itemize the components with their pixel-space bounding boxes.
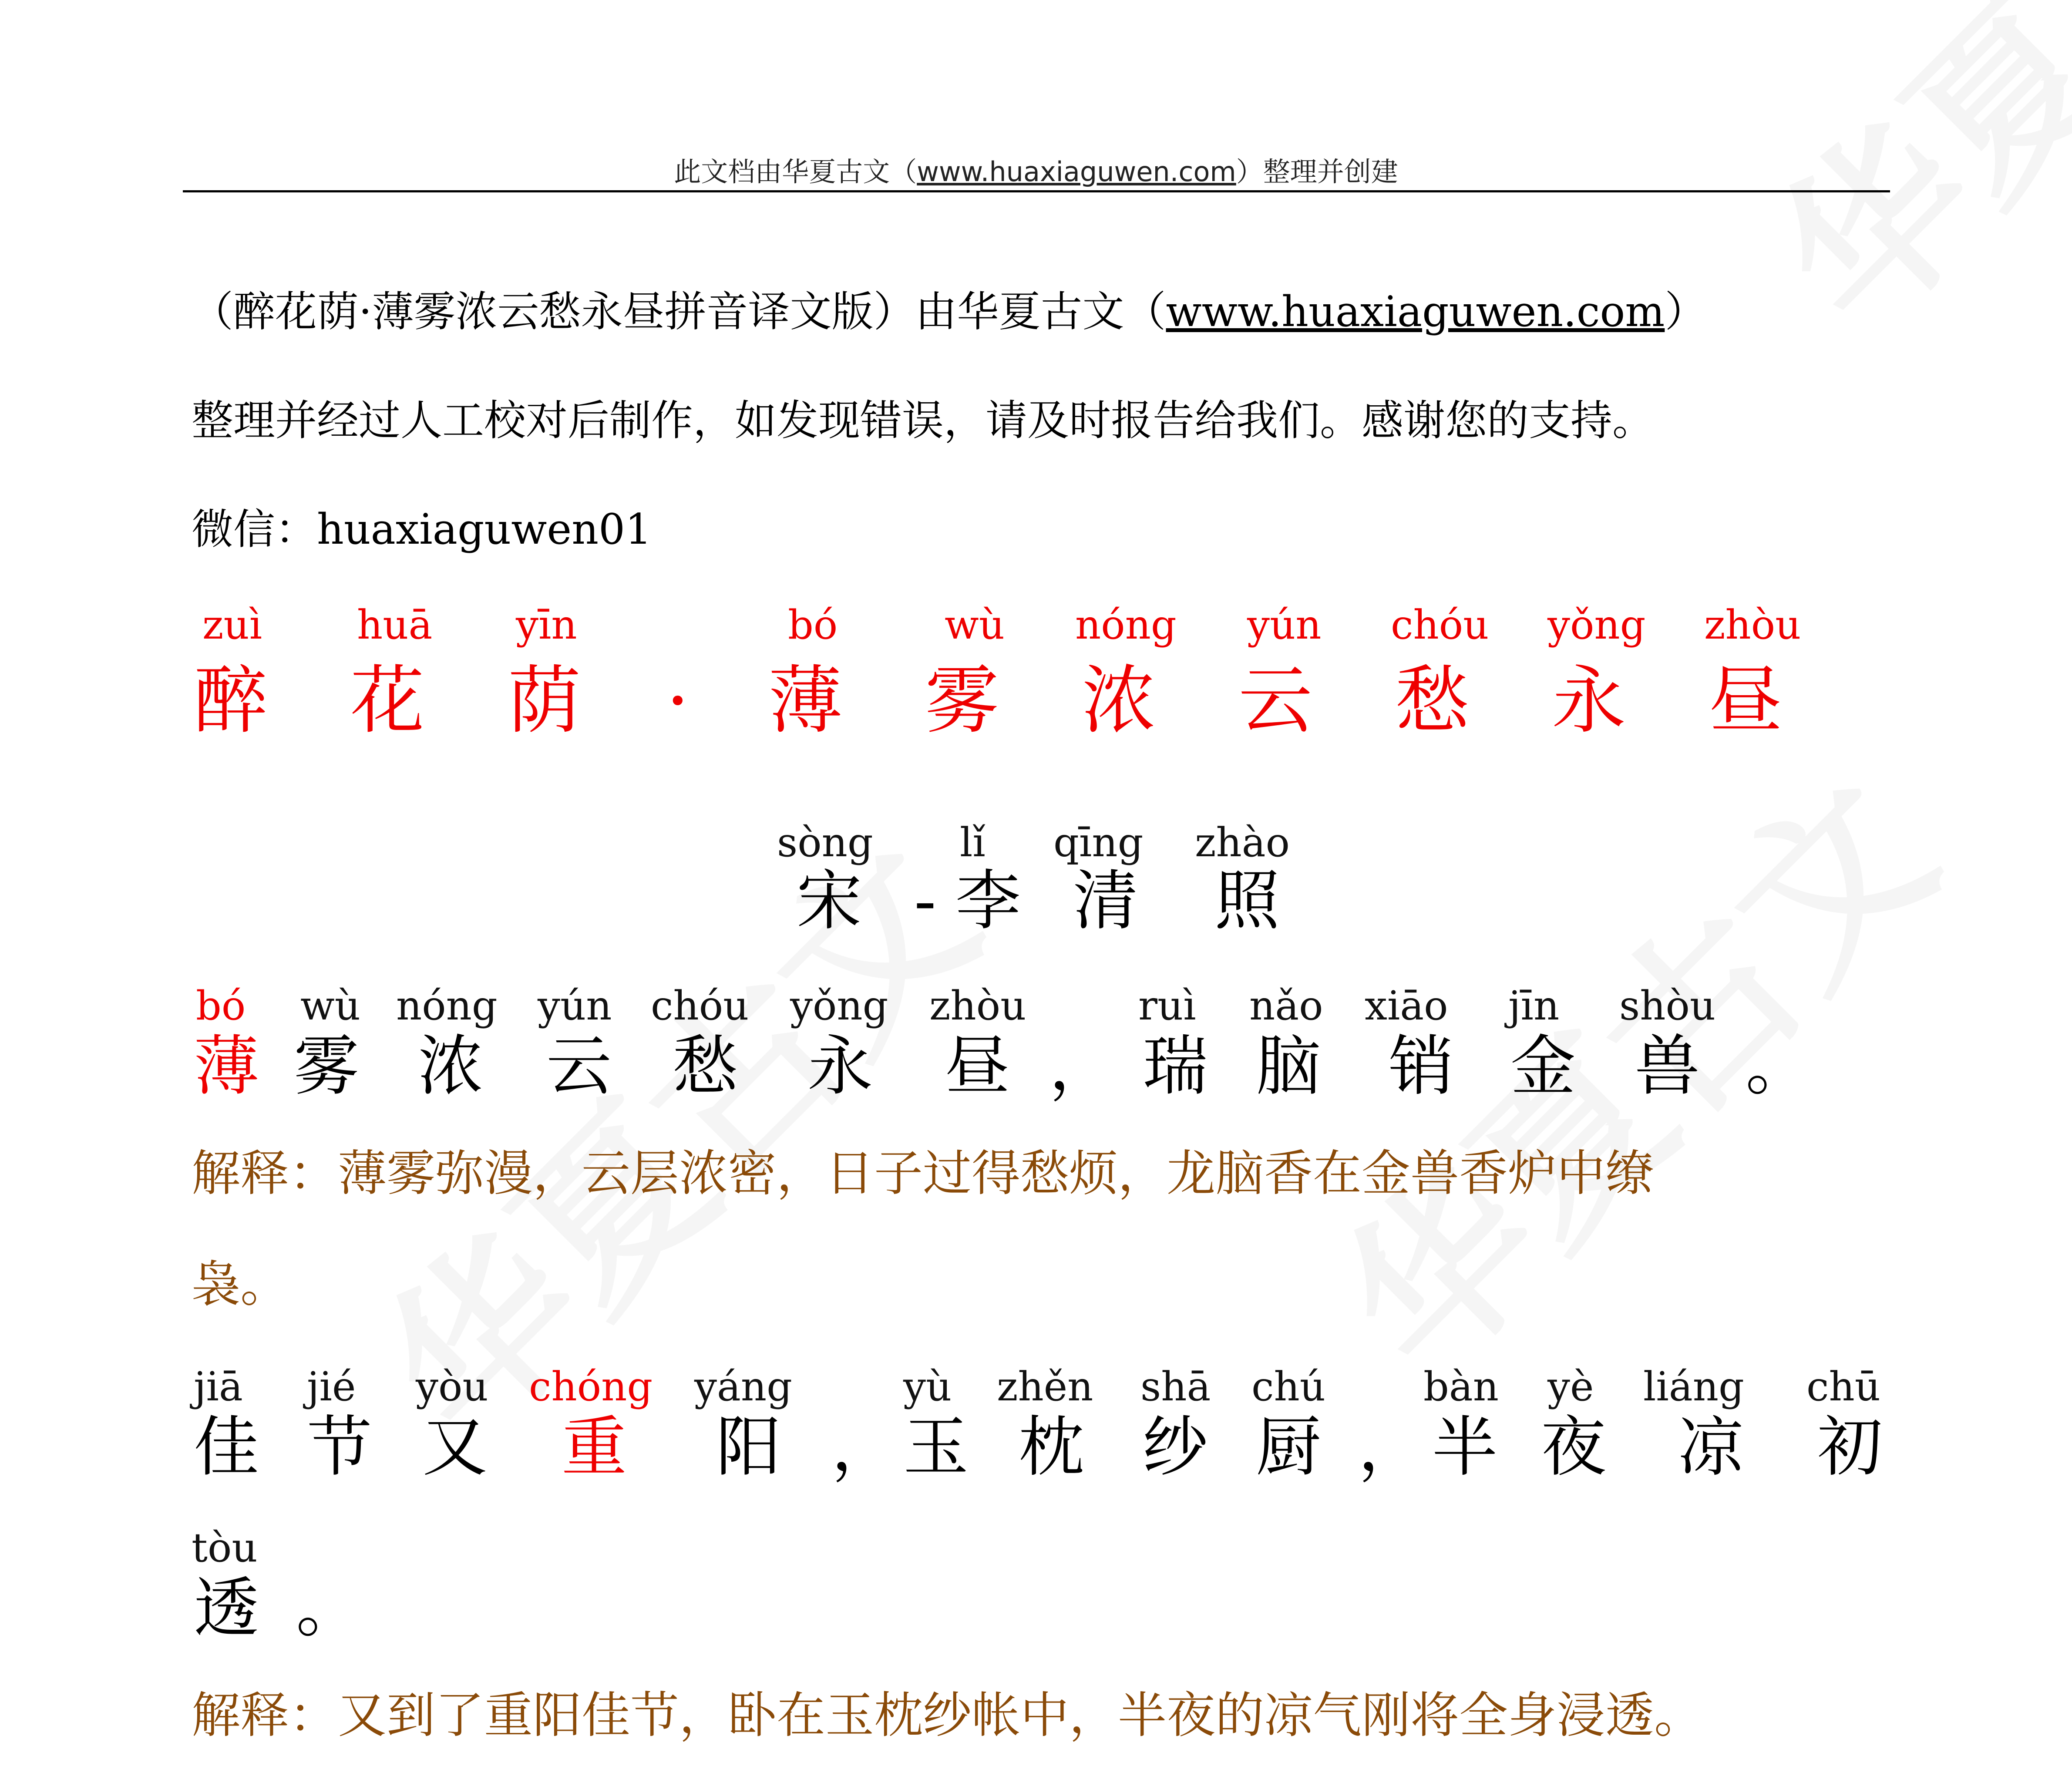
line1-pinyin: wù (300, 982, 360, 1029)
intro-url-link[interactable]: www.huaxiaguwen.com (1166, 287, 1665, 336)
line2-pinyin: chóng (529, 1363, 653, 1410)
author-char: - (914, 863, 936, 939)
line1-pinyin: nǎo (1249, 982, 1323, 1029)
line2-pinyin: yáng (694, 1363, 792, 1410)
header-prefix: 此文档由华夏古文（ (674, 156, 917, 188)
line1-char: 脑 (1256, 1029, 1322, 1104)
line1-char: 昼 (945, 1029, 1010, 1104)
intro-line-2: 整理并经过人工校对后制作，如发现错误，请及时报告给我们。感谢您的支持。 (192, 396, 1654, 445)
explanation-1-line-b: 袅。 (192, 1256, 289, 1313)
line1-char: 愁 (673, 1029, 738, 1104)
line2-pinyin: shā (1140, 1363, 1211, 1410)
title-char: 愁 (1395, 658, 1470, 744)
title-char: 雾 (925, 658, 999, 744)
author-pinyin: zhào (1195, 819, 1290, 866)
line2b-char: 透 (194, 1571, 259, 1646)
title-char: 花 (350, 658, 425, 744)
explanation-2-line-a: 解释：又到了重阳佳节，卧在玉枕纱帐中，半夜的凉气刚将全身浸透。 (192, 1687, 1703, 1744)
title-pinyin: chóu (1391, 602, 1489, 648)
title-pinyin: nóng (1075, 602, 1177, 648)
line1-pinyin: chóu (651, 982, 749, 1029)
line2-pinyin: chū (1806, 1363, 1881, 1410)
title-char: 醉 (194, 658, 268, 744)
line2-char: 阳 (716, 1410, 782, 1485)
author-char: 宋 (797, 863, 862, 939)
line2-pinyin: bàn (1423, 1363, 1499, 1410)
line1-char: 销 (1389, 1029, 1454, 1104)
title-pinyin: wù (945, 602, 1005, 648)
line2-char: 玉 (903, 1410, 969, 1485)
title-char: 昼 (1709, 658, 1783, 744)
line2-char: 半 (1432, 1410, 1498, 1485)
line2-char: 纱 (1143, 1410, 1208, 1485)
line1-pinyin: shòu (1619, 982, 1716, 1029)
intro-line-1-suffix: ） (1665, 287, 1707, 336)
line1-char: 薄 (194, 1029, 259, 1104)
line1-pinyin: xiāo (1365, 982, 1448, 1029)
title-char: · (666, 658, 690, 744)
line2-pinyin: jié (307, 1363, 356, 1410)
header-url-link[interactable]: www.huaxiaguwen.com (917, 156, 1236, 188)
line2-pinyin: chú (1251, 1363, 1326, 1410)
title-char: 荫 (507, 658, 582, 744)
line2-char: ， (1358, 1410, 1424, 1485)
author-char: 照 (1214, 863, 1280, 939)
line2b-char: 。 (296, 1571, 362, 1646)
line2-char: 又 (422, 1410, 488, 1485)
line2-char: 厨 (1256, 1410, 1322, 1485)
title-pinyin: yǒng (1547, 602, 1646, 648)
header-suffix: ）整理并创建 (1236, 156, 1398, 188)
line1-char: 瑞 (1143, 1029, 1208, 1104)
title-pinyin: bó (788, 602, 838, 648)
line2-pinyin: jiā (194, 1363, 243, 1410)
title-pinyin: zuì (202, 602, 262, 648)
line2-pinyin: yù (903, 1363, 952, 1410)
line1-char: 永 (807, 1029, 873, 1104)
line2-pinyin: yòu (416, 1363, 488, 1410)
title-pinyin: huā (357, 602, 433, 648)
line1-pinyin: bó (196, 982, 246, 1029)
watermark (1277, 716, 1979, 1418)
line1-pinyin: nóng (396, 982, 498, 1029)
intro-line-1-prefix: （醉花荫·薄雾浓云愁永昼拼音译文版）由华夏古文（ (192, 287, 1166, 336)
header-divider (183, 190, 1890, 192)
title-char: 浓 (1082, 658, 1156, 744)
line2-char: 夜 (1541, 1410, 1607, 1485)
line1-pinyin: ruì (1138, 982, 1196, 1029)
author-char: 清 (1073, 863, 1139, 939)
line1-char: 云 (546, 1029, 612, 1104)
title-pinyin: yīn (516, 602, 577, 648)
line1-char: 雾 (294, 1029, 360, 1104)
title-char: 薄 (768, 658, 843, 744)
line1-char: ， (1049, 1029, 1115, 1104)
line1-pinyin: yún (538, 982, 612, 1029)
line2-char: ， (831, 1410, 897, 1485)
page-header (0, 150, 2072, 189)
line1-char: 兽 (1635, 1029, 1700, 1104)
line2-char: 枕 (1019, 1410, 1084, 1485)
line1-char: 。 (1746, 1029, 1811, 1104)
title-char: 云 (1238, 658, 1313, 744)
line2b-pinyin: tòu (192, 1524, 258, 1571)
line2-pinyin: yè (1547, 1363, 1594, 1410)
line1-pinyin: zhòu (929, 982, 1026, 1029)
author-pinyin: lǐ (960, 819, 986, 866)
title-char: 永 (1552, 658, 1626, 744)
intro-line-1 (192, 279, 1706, 338)
line2-char: 佳 (194, 1410, 259, 1485)
line2-pinyin: liáng (1643, 1363, 1744, 1410)
intro-line-3: 微信：huaxiaguwen01 (192, 505, 652, 554)
line2-char: 节 (307, 1410, 373, 1485)
line1-pinyin: jīn (1508, 982, 1560, 1029)
line1-char: 浓 (418, 1029, 484, 1104)
line1-char: 金 (1510, 1029, 1576, 1104)
author-pinyin: sòng (777, 819, 873, 866)
author-pinyin: qīng (1053, 819, 1144, 866)
line2-pinyin: zhěn (997, 1363, 1093, 1410)
line2-char: 初 (1817, 1410, 1883, 1485)
explanation-1-line-a: 解释：薄雾弥漫，云层浓密，日子过得愁烦，龙脑香在金兽香炉中缭 (192, 1145, 1654, 1202)
line2-char: 凉 (1678, 1410, 1744, 1485)
line2-char: 重 (562, 1410, 627, 1485)
title-pinyin: yún (1247, 602, 1322, 648)
author-char: 李 (955, 863, 1021, 939)
line1-pinyin: yǒng (790, 982, 888, 1029)
title-pinyin: zhòu (1704, 602, 1801, 648)
